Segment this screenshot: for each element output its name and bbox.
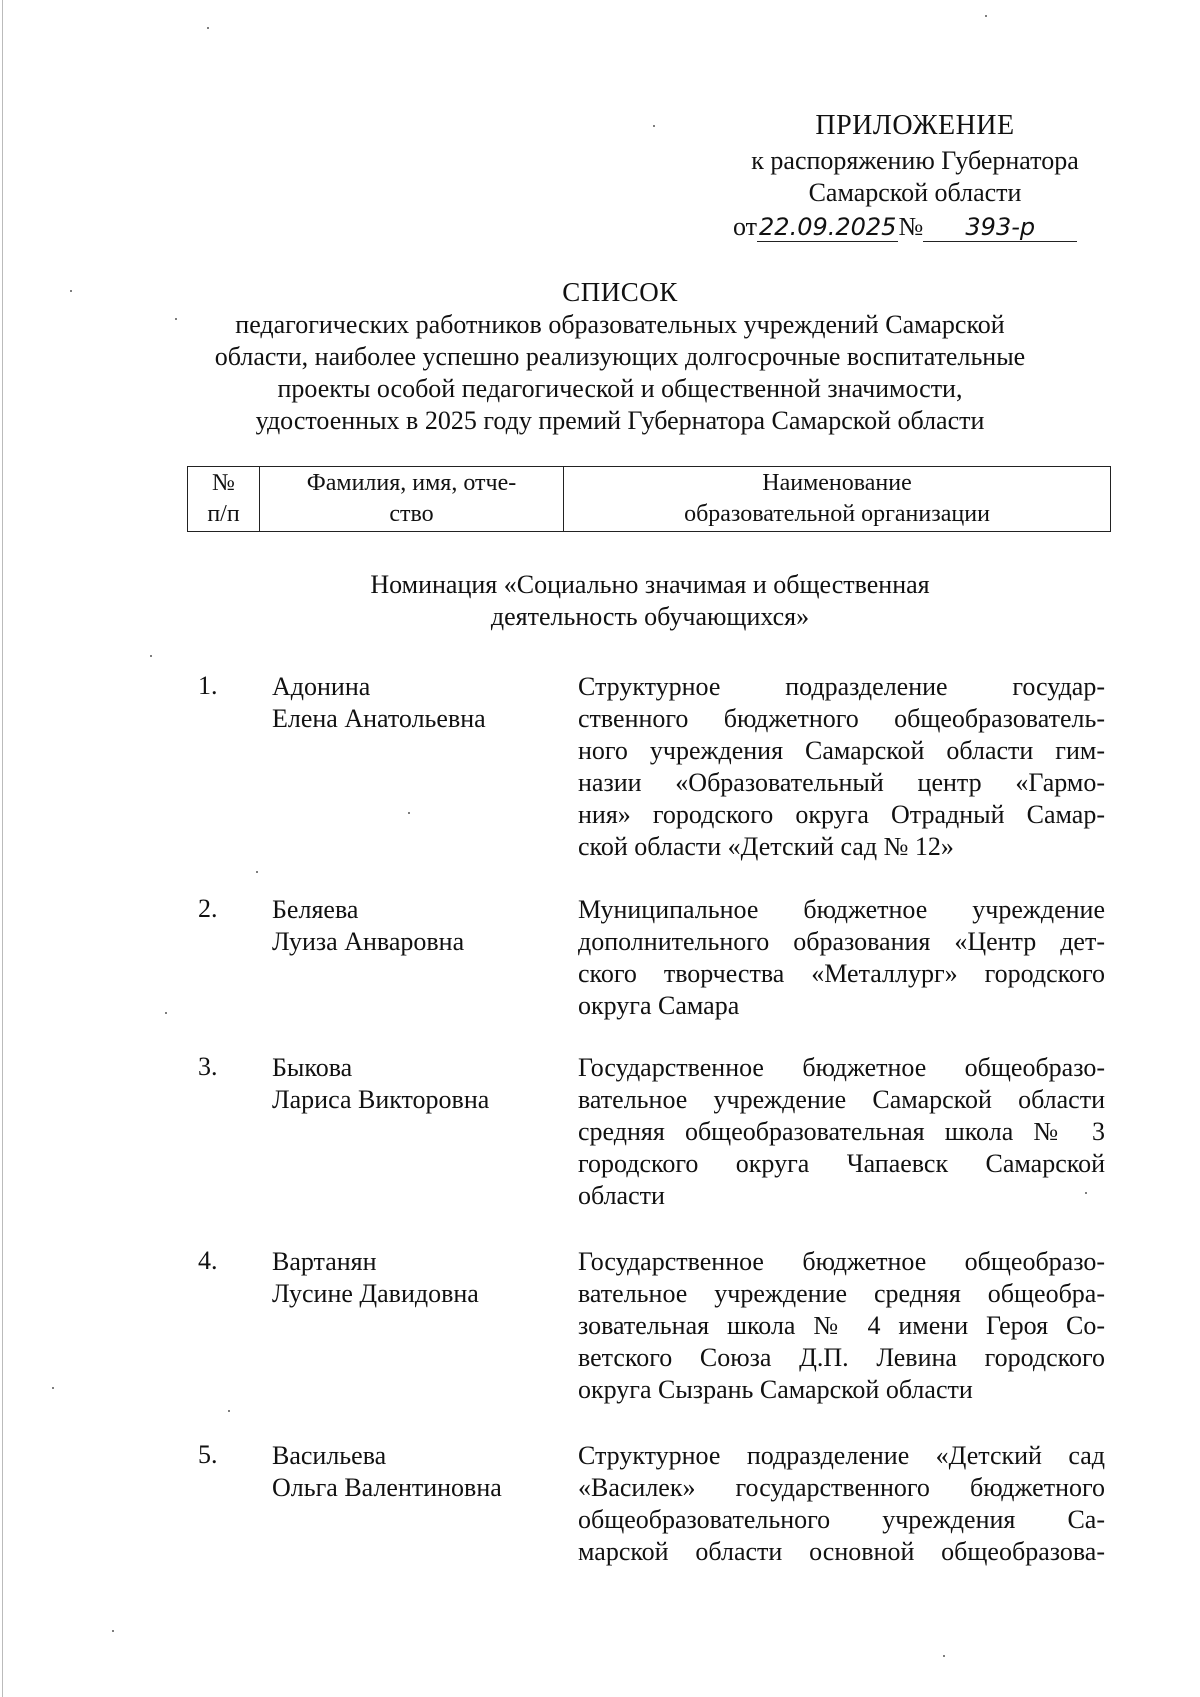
nomination-title-line: Номинация «Социально значимая и общественная [370,570,930,599]
org-line: Государственное бюджетное общеобразо- [578,1053,1105,1082]
entry-organization [578,894,1105,1022]
org-line: области [578,1181,665,1210]
date-prefix: от [733,212,758,241]
entry-given-names: Лусине Давидовна [272,1279,479,1308]
entry-name [272,1440,552,1504]
org-line: Структурное подразделение «Детский сад [578,1441,1105,1470]
handwritten-number: 393-р [923,213,1077,242]
scan-speck [256,871,258,873]
entry-surname: Беляева [272,895,359,924]
entry-surname: Васильева [272,1441,387,1470]
org-line: ния» городского округа Отрадный Самар- [578,800,1105,829]
org-line: ской области «Детский сад № 12» [578,832,954,861]
nomination-title-line: деятельность обучающихся» [490,602,810,631]
org-line: округа Сызрань Самарской области [578,1375,973,1404]
list-subtitle-line: проекты особой педагогической и общественной значимости, [277,374,963,403]
org-line: Государственное бюджетное общеобразо- [578,1247,1105,1276]
scan-speck [985,15,987,17]
scan-edge-line [2,0,3,1697]
entry-name [272,671,552,735]
entry-organization [578,1052,1105,1212]
org-line: вательное учреждение Самарской области [578,1085,1105,1114]
org-line: округа Самара [578,991,740,1020]
header-cell-line: образовательной организации [684,501,990,527]
header-cell-line: Фамилия, имя, отче- [306,470,517,496]
entry-given-names: Ольга Валентиновна [272,1473,502,1502]
scan-speck [52,1387,54,1389]
header-cell-organization [564,467,1110,531]
org-line: городского округа Чапаевск Самарской [578,1149,1105,1178]
org-line: Муниципальное бюджетное учреждение [578,895,1105,924]
header-table [187,466,1111,532]
org-line: «Василек» государственного бюджетного [578,1473,1105,1502]
scan-speck [165,1012,167,1014]
list-subtitle-line: удостоенных в 2025 году премий Губернатора Самарской области [255,406,985,435]
entry-given-names: Лариса Викторовна [272,1085,490,1114]
header-cell-line: п/п [207,501,240,527]
scan-speck [175,318,177,320]
scan-speck [943,1655,945,1657]
entry-organization [578,1246,1105,1406]
appendix-line-2: Самарской области [808,178,1022,207]
entry-surname: Вартанян [272,1247,377,1276]
org-line: вательное учреждение средняя общеобра- [578,1279,1105,1308]
entry-number: 2. [198,894,218,923]
scan-speck [1085,1192,1087,1194]
entry-surname: Адонина [272,672,371,701]
entry-number: 5. [198,1440,218,1469]
appendix-title: ПРИЛОЖЕНИЕ [815,110,1015,141]
scan-speck [653,125,655,127]
org-line: зовательная школа № 4 имени Героя Со- [578,1311,1105,1340]
handwritten-date: 22.09.2025 [759,213,897,241]
org-line: дополнительного образования «Центр дет- [578,927,1105,956]
scan-speck [207,27,209,29]
org-line: ного учреждения Самарской области гим- [578,736,1105,765]
org-line: ветского Союза Д.П. Левина городского [578,1343,1105,1372]
number-prefix: № [898,212,924,241]
header-cell-line: Наименование [762,470,912,496]
list-title: СПИСОК [562,277,678,307]
org-line: Структурное подразделение государ- [578,672,1105,701]
org-line: марской области основной общеобразова- [578,1537,1105,1566]
org-line: средняя общеобразовательная школа № 3 [578,1117,1105,1146]
entry-name [272,894,552,958]
list-subtitle-line: области, наиболее успешно реализующих долгосрочные воспитательные [214,342,1026,371]
scan-speck [228,1410,230,1412]
entry-surname: Быкова [272,1053,353,1082]
org-line: назии «Образовательный центр «Гармо- [578,768,1105,797]
header-cell-line: № [212,470,235,496]
entry-name [272,1246,552,1310]
header-cell-number [188,467,260,531]
appendix-date-line [733,212,1077,242]
entry-organization [578,1440,1105,1568]
header-cell-name [260,467,564,531]
scan-speck [70,290,72,292]
appendix-line-1: к распоряжению Губернатора [751,146,1079,175]
entry-organization [578,671,1105,863]
org-line: ственного бюджетного общеобразователь- [578,704,1105,733]
scan-speck [408,812,410,814]
entry-number: 4. [198,1246,218,1275]
org-line: общеобразовательного учреждения Са- [578,1505,1105,1534]
entry-given-names: Елена Анатольевна [272,704,486,733]
list-subtitle-line: педагогических работников образовательных учреждений Самарской [235,310,1005,339]
entry-given-names: Луиза Анваровна [272,927,465,956]
header-cell-line: ство [389,501,434,527]
org-line: ского творчества «Металлург» городского [578,959,1105,988]
entry-number: 1. [198,671,218,700]
entry-number: 3. [198,1052,218,1081]
scan-speck [150,655,152,657]
scan-speck [112,1630,114,1632]
entry-name [272,1052,552,1116]
